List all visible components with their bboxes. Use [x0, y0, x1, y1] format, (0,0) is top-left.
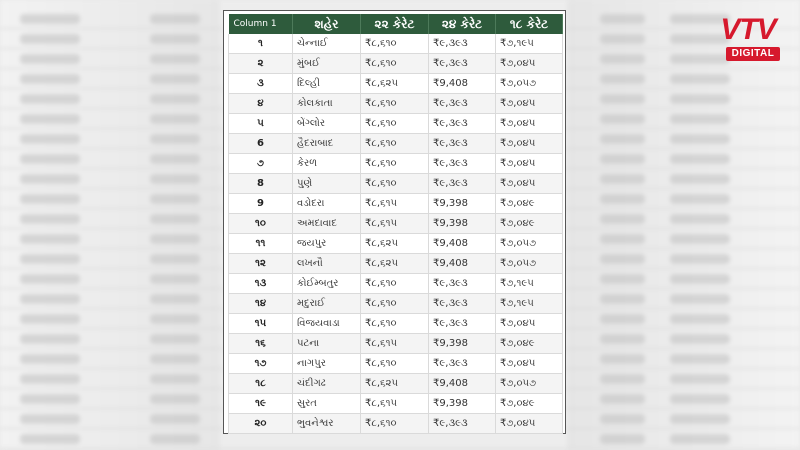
table-row	[229, 214, 563, 234]
background-blur-text	[20, 214, 80, 224]
rate-22k-cell: ₹૮,૬૨૫	[361, 374, 429, 394]
background-blur-text	[20, 374, 80, 384]
rate-22k-cell: ₹૮,૬૧૦	[361, 94, 429, 114]
gold-rate-table-card	[223, 10, 566, 434]
city-cell: પટના	[293, 334, 361, 354]
rate-18k-cell: ₹૭,૦૪૫	[496, 94, 563, 114]
background-blur-text	[670, 154, 730, 164]
rate-22k-cell: ₹૮,૬૧૦	[361, 34, 429, 54]
rate-24k-cell: ₹9,408	[429, 254, 496, 274]
background-blur-text	[20, 54, 80, 64]
background-blur-text	[150, 174, 200, 184]
row-index-cell: ૭	[229, 154, 293, 174]
rate-24k-cell: ₹૯,૩૯૩	[429, 274, 496, 294]
background-blur-text	[150, 434, 200, 444]
rate-24k-cell: ₹૯,૩૯૩	[429, 114, 496, 134]
rate-18k-cell: ₹૭,૦૪૫	[496, 314, 563, 334]
table-row	[229, 154, 563, 174]
background-blur-text	[20, 134, 80, 144]
background-blur-text	[670, 374, 730, 384]
background-blur-text	[20, 14, 80, 24]
background-blur-text	[150, 394, 200, 404]
rate-24k-cell: ₹૯,૩૯૩	[429, 294, 496, 314]
city-cell: દિલ્હી	[293, 74, 361, 94]
city-cell: પુણે	[293, 174, 361, 194]
city-cell: નાગપુર	[293, 354, 361, 374]
table-row	[229, 354, 563, 374]
gold-rate-table	[228, 14, 563, 434]
row-index-cell: ૧૦	[229, 214, 293, 234]
background-blur-text	[600, 34, 645, 44]
background-blur-text	[150, 194, 200, 204]
background-blur-text	[600, 234, 645, 244]
rate-22k-cell: ₹૮,૬૧૦	[361, 414, 429, 434]
table-body	[229, 34, 563, 434]
city-cell: મુંબઈ	[293, 54, 361, 74]
rate-22k-cell: ₹૮,૬૧૫	[361, 214, 429, 234]
rate-24k-cell: ₹૯,૩૯૩	[429, 54, 496, 74]
background-blur-text	[600, 314, 645, 324]
background-blur-text	[670, 174, 730, 184]
background-blur-text	[150, 294, 200, 304]
row-index-cell: ૧૯	[229, 394, 293, 414]
background-blur-text	[600, 74, 645, 84]
rate-22k-cell: ₹૮,૬૧૦	[361, 54, 429, 74]
rate-18k-cell: ₹૭,૦૪૯	[496, 334, 563, 354]
rate-18k-cell: ₹૭,૦૪૯	[496, 394, 563, 414]
rate-22k-cell: ₹૮,૬૨૫	[361, 254, 429, 274]
background-blur-text	[600, 114, 645, 124]
background-blur-text	[150, 254, 200, 264]
background-blur-text	[600, 174, 645, 184]
rate-24k-cell: ₹૯,૩૯૩	[429, 354, 496, 374]
rate-24k-cell: ₹૯,૩૯૩	[429, 154, 496, 174]
rate-18k-cell: ₹૭,૦૫૭	[496, 74, 563, 94]
background-blur-text	[20, 274, 80, 284]
rate-18k-cell: ₹૭,૦૪૫	[496, 154, 563, 174]
row-index-cell: ૧૩	[229, 274, 293, 294]
row-index-cell: ૧૭	[229, 354, 293, 374]
rate-22k-cell: ₹૮,૬૧૫	[361, 394, 429, 414]
background-blur-text	[600, 334, 645, 344]
background-blur-text	[20, 34, 80, 44]
background-blur-text	[670, 414, 730, 424]
background-blur-text	[670, 114, 730, 124]
city-cell: મદુરાઈ	[293, 294, 361, 314]
background-blur-text	[600, 434, 645, 444]
row-index-cell: 9	[229, 194, 293, 214]
city-cell: ચેન્નાઈ	[293, 34, 361, 54]
rate-24k-cell: ₹૯,૩૯૩	[429, 174, 496, 194]
column-header-18k: ૧૮ કેરેટ	[496, 14, 563, 34]
background-blur-text	[20, 434, 80, 444]
rate-24k-cell: ₹9,398	[429, 394, 496, 414]
table-row	[229, 414, 563, 434]
rate-22k-cell: ₹૮,૬૨૫	[361, 234, 429, 254]
table-row	[229, 194, 563, 214]
table-row	[229, 334, 563, 354]
city-cell: કોલકાતા	[293, 94, 361, 114]
rate-24k-cell: ₹9,398	[429, 214, 496, 234]
background-blur-text	[670, 274, 730, 284]
background-blur-text	[600, 94, 645, 104]
background-blur-text	[20, 114, 80, 124]
background-blur-text	[20, 334, 80, 344]
rate-18k-cell: ₹૭,૧૯૫	[496, 274, 563, 294]
city-cell: વડોદરા	[293, 194, 361, 214]
table-row	[229, 94, 563, 114]
background-blur-text	[600, 54, 645, 64]
rate-18k-cell: ₹૭,૦૪૫	[496, 134, 563, 154]
rate-24k-cell: ₹9,398	[429, 194, 496, 214]
background-blur-text	[150, 414, 200, 424]
background-blur-text	[150, 94, 200, 104]
background-blur-text	[600, 194, 645, 204]
background-rule	[0, 448, 800, 449]
rate-18k-cell: ₹૭,૦૫૭	[496, 254, 563, 274]
background-blur-text	[670, 234, 730, 244]
background-blur-text	[20, 394, 80, 404]
background-blur-text	[670, 434, 730, 444]
city-cell: કેરળ	[293, 154, 361, 174]
table-row	[229, 374, 563, 394]
city-cell: જયપુર	[293, 234, 361, 254]
background-blur-text	[600, 254, 645, 264]
rate-18k-cell: ₹૭,૦૪૫	[496, 174, 563, 194]
rate-24k-cell: ₹9,408	[429, 74, 496, 94]
city-cell: ભુવનેશ્વર	[293, 414, 361, 434]
rate-18k-cell: ₹૭,૦૪૯	[496, 194, 563, 214]
background-blur-text	[600, 134, 645, 144]
rate-22k-cell: ₹૮,૬૨૫	[361, 74, 429, 94]
city-cell: કોઈમ્બતુર	[293, 274, 361, 294]
column-header-index: Column 1	[229, 14, 293, 34]
table-row	[229, 54, 563, 74]
background-blur-text	[20, 354, 80, 364]
column-header-22k: ૨૨ કેરેટ	[361, 14, 429, 34]
background-blur-text	[20, 294, 80, 304]
background-blur-text	[150, 214, 200, 224]
background-blur-text	[20, 414, 80, 424]
rate-24k-cell: ₹૯,૩૯૩	[429, 34, 496, 54]
row-index-cell: 8	[229, 174, 293, 194]
background-blur-text	[150, 354, 200, 364]
background-blur-text	[150, 74, 200, 84]
rate-24k-cell: ₹9,408	[429, 374, 496, 394]
background-blur-text	[600, 414, 645, 424]
background-blur-text	[150, 334, 200, 344]
background-blur-text	[600, 394, 645, 404]
background-blur-text	[600, 354, 645, 364]
rate-18k-cell: ₹૭,૧૯૫	[496, 294, 563, 314]
table-row	[229, 34, 563, 54]
table-header	[229, 14, 563, 34]
background-blur-text	[670, 334, 730, 344]
background-blur-text	[20, 254, 80, 264]
background-blur-text	[670, 214, 730, 224]
rate-24k-cell: ₹૯,૩૯૩	[429, 134, 496, 154]
city-cell: હૈદરાબાદ	[293, 134, 361, 154]
background-blur-text	[20, 94, 80, 104]
city-cell: લખનૌ	[293, 254, 361, 274]
background-blur-text	[20, 174, 80, 184]
table-row	[229, 134, 563, 154]
background-blur-text	[670, 74, 730, 84]
row-index-cell: ૫	[229, 114, 293, 134]
rate-22k-cell: ₹૮,૬૧૦	[361, 174, 429, 194]
row-index-cell: ૧૪	[229, 294, 293, 314]
background-blur-text	[670, 394, 730, 404]
rate-22k-cell: ₹૮,૬૧૦	[361, 314, 429, 334]
rate-22k-cell: ₹૮,૬૧૦	[361, 294, 429, 314]
background-blur-text	[670, 134, 730, 144]
background-blur-text	[670, 254, 730, 264]
background-blur-text	[150, 154, 200, 164]
table-row	[229, 314, 563, 334]
background-blur-text	[600, 154, 645, 164]
table-row	[229, 174, 563, 194]
logo-wordmark: VTV	[720, 13, 776, 46]
table-row	[229, 294, 563, 314]
background-blur-text	[600, 274, 645, 284]
rate-18k-cell: ₹૭,૧૯૫	[496, 34, 563, 54]
rate-22k-cell: ₹૮,૬૧૦	[361, 114, 429, 134]
background-blur-text	[670, 94, 730, 104]
rate-18k-cell: ₹૭,૦૪૫	[496, 414, 563, 434]
rate-18k-cell: ₹૭,૦૫૭	[496, 374, 563, 394]
row-index-cell: 6	[229, 134, 293, 154]
background-blur-text	[670, 194, 730, 204]
city-cell: અમદાવાદ	[293, 214, 361, 234]
background-blur-text	[670, 294, 730, 304]
column-header-city: શહેર	[293, 14, 361, 34]
row-index-cell: ૪	[229, 94, 293, 114]
background-blur-text	[670, 314, 730, 324]
row-index-cell: ૧૨	[229, 254, 293, 274]
city-cell: વિજયવાડા	[293, 314, 361, 334]
background-blur-text	[20, 314, 80, 324]
rate-18k-cell: ₹૭,૦૫૭	[496, 234, 563, 254]
row-index-cell: ૧૮	[229, 374, 293, 394]
background-blur-text	[150, 314, 200, 324]
background-blur-text	[20, 154, 80, 164]
table-row	[229, 234, 563, 254]
column-header-24k: ૨૪ કેરેટ	[429, 14, 496, 34]
rate-22k-cell: ₹૮,૬૧૦	[361, 354, 429, 374]
rate-24k-cell: ₹૯,૩૯૩	[429, 314, 496, 334]
vtv-digital-logo	[708, 14, 788, 64]
rate-18k-cell: ₹૭,૦૪૯	[496, 214, 563, 234]
background-blur-text	[20, 234, 80, 244]
rate-22k-cell: ₹૮,૬૧૦	[361, 274, 429, 294]
city-cell: સુરત	[293, 394, 361, 414]
city-cell: ચંદીગઢ	[293, 374, 361, 394]
rate-22k-cell: ₹૮,૬૧૫	[361, 194, 429, 214]
row-index-cell: ૨	[229, 54, 293, 74]
city-cell: બેંગ્લોર	[293, 114, 361, 134]
table-row	[229, 74, 563, 94]
rate-22k-cell: ₹૮,૬૧૦	[361, 134, 429, 154]
row-index-cell: ૧૫	[229, 314, 293, 334]
rate-24k-cell: ₹૯,૩૯૩	[429, 94, 496, 114]
rate-24k-cell: ₹૯,૩૯૩	[429, 414, 496, 434]
row-index-cell: ૧૧	[229, 234, 293, 254]
background-blur-text	[150, 34, 200, 44]
background-blur-text	[20, 194, 80, 204]
background-blur-text	[20, 74, 80, 84]
rate-18k-cell: ₹૭,૦૪૫	[496, 354, 563, 374]
background-blur-text	[150, 374, 200, 384]
table-row	[229, 394, 563, 414]
rate-22k-cell: ₹૮,૬૧૦	[361, 154, 429, 174]
background-blur-text	[600, 374, 645, 384]
table-row	[229, 254, 563, 274]
rate-24k-cell: ₹9,398	[429, 334, 496, 354]
background-blur-text	[150, 54, 200, 64]
background-blur-text	[150, 134, 200, 144]
background-blur-text	[670, 354, 730, 364]
row-index-cell: ૧	[229, 34, 293, 54]
rate-18k-cell: ₹૭,૦૪૫	[496, 114, 563, 134]
background-blur-text	[150, 14, 200, 24]
rate-24k-cell: ₹9,408	[429, 234, 496, 254]
background-blur-text	[150, 114, 200, 124]
background-blur-text	[600, 214, 645, 224]
background-blur-text	[150, 234, 200, 244]
background-blur-text	[150, 274, 200, 284]
rate-18k-cell: ₹૭,૦૪૫	[496, 54, 563, 74]
row-index-cell: ૧૬	[229, 334, 293, 354]
logo-tag: DIGITAL	[726, 47, 780, 61]
background-blur-text	[600, 14, 645, 24]
table-row	[229, 114, 563, 134]
row-index-cell: ૩	[229, 74, 293, 94]
rate-22k-cell: ₹૮,૬૧૫	[361, 334, 429, 354]
table-row	[229, 274, 563, 294]
background-blur-text	[600, 294, 645, 304]
row-index-cell: ૨૦	[229, 414, 293, 434]
